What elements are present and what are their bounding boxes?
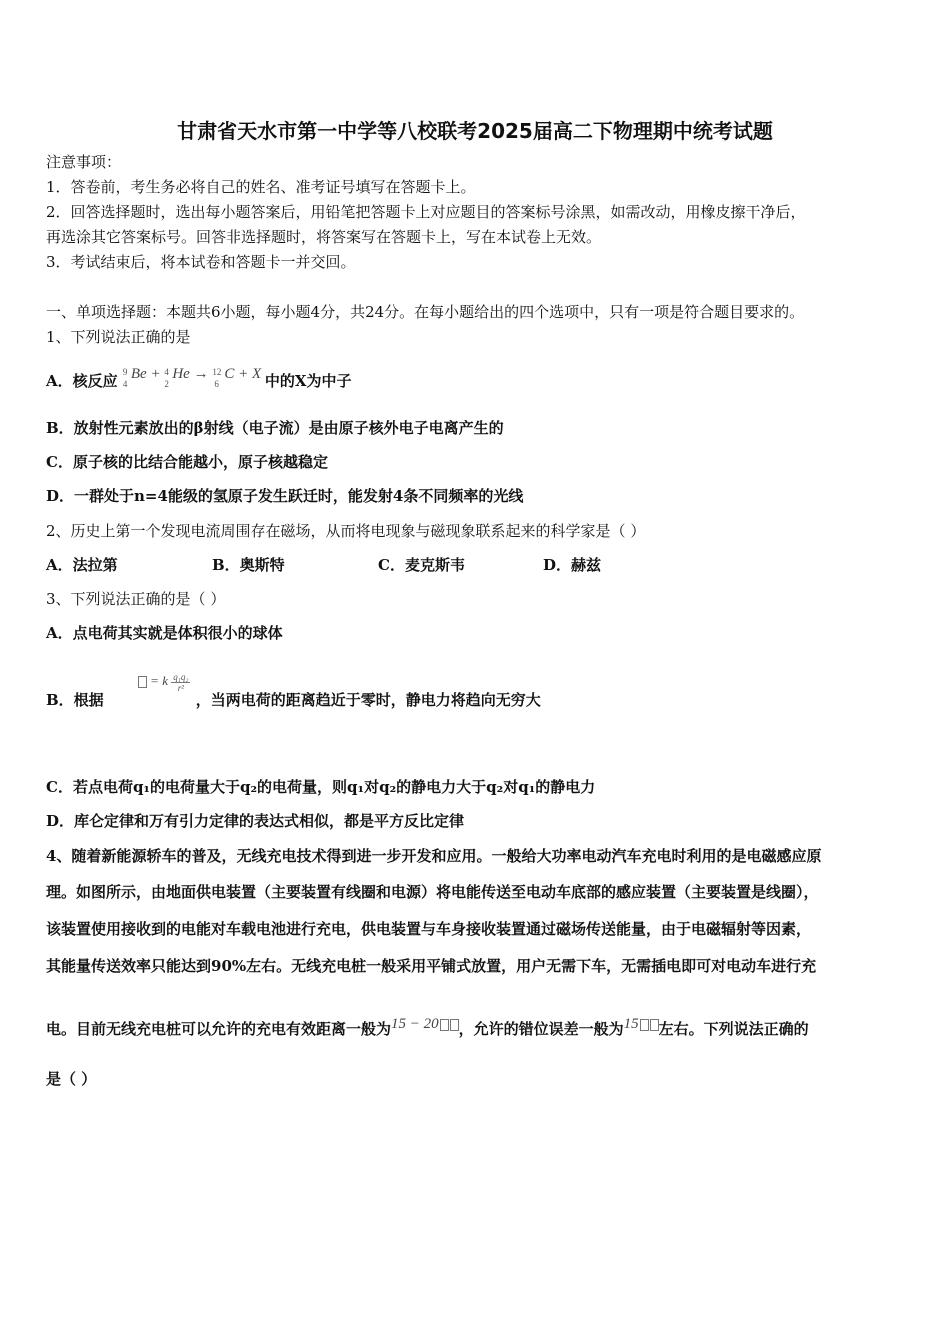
notice-item-3: 3．考试结束后，将本试卷和答题卡一并交回。: [46, 253, 356, 271]
arrow: →: [193, 366, 209, 382]
question-2-option-b: B．奥斯特: [212, 556, 285, 574]
question-3-option-c: C．若点电荷q₁的电荷量大于q₂的电荷量，则q₁对q₂的静电力大于q₂对q₁的静电力: [46, 778, 596, 796]
question-4-line-5: [46, 1016, 809, 1040]
question-2-stem: 2、历史上第一个发现电流周围存在磁场，从而将电现象与磁现象联系起来的科学家是（ ）: [46, 522, 646, 540]
formula-lhs: = k: [150, 673, 168, 688]
notice-item-2-line-1: 2．回答选择题时，选出每小题答案后，用铅笔把答题卡上对应题目的答案标号涂黑，如需改动，用橡皮擦干净后，: [46, 203, 806, 221]
he-atomic-number: 2: [164, 378, 169, 389]
unit-placeholder-2: [450, 1019, 459, 1031]
question-1-option-c: C．原子核的比结合能越小，原子核越稳定: [46, 453, 328, 471]
formula-fraction: [171, 672, 190, 693]
question-3-option-a: A．点电荷其实就是体积很小的球体: [46, 624, 283, 642]
line-5-part-a: 电。目前无线充电桩可以允许的充电有效距离一般为: [46, 1020, 392, 1038]
question-3-option-b: [46, 671, 541, 713]
question-3-option-d: D．库仑定律和万有引力定律的表达式相似，都是平方反比定律: [46, 812, 465, 830]
c-symbol: C: [224, 366, 235, 382]
unit-placeholder-4: [650, 1019, 659, 1031]
notice-heading: 注意事项：: [46, 153, 122, 171]
unit-placeholder-3: [640, 1019, 649, 1031]
question-2-option-d: D．赫兹: [543, 556, 602, 574]
question-3-stem: 3、下列说法正确的是（ ）: [46, 590, 226, 608]
question-1-stem: 1、下列说法正确的是: [46, 328, 191, 346]
question-4-line-3: 该装置使用接收到的电能对车载电池进行充电，供电装置与车身接收装置通过磁场传送能量，由于电磁辐射等因素，: [46, 920, 812, 938]
distance-range: [391, 1016, 459, 1032]
option-b-prefix: B．根据: [46, 691, 104, 709]
line-5-part-b: ，允许的错位误差一般为: [458, 1020, 624, 1038]
he-symbol: He: [172, 366, 190, 382]
notice-item-2-line-2: 再选涂其它答案标号。回答非选择题时，将答案写在答题卡上，写在本试卷上无效。: [46, 228, 602, 246]
c-atomic-number: 6: [214, 378, 219, 389]
question-4-line-1: 4、随着新能源轿车的普及，无线充电技术得到进一步开发和应用。一般给大功率电动汽车充电时利用的是电磁感应原: [46, 847, 822, 865]
be-mass-number: 9: [122, 366, 128, 377]
question-1-option-b: B．放射性元素放出的β射线（电子流）是由原子核外电子电离产生的: [46, 419, 504, 437]
distance-range-value: 15 − 20: [391, 1016, 439, 1032]
coulomb-law-formula: [137, 671, 191, 693]
be-atomic-number: 4: [122, 378, 128, 389]
question-2-option-a: A．法拉第: [46, 556, 118, 574]
plus-x: + X: [238, 366, 262, 382]
nuclear-reaction-equation: [122, 366, 265, 389]
formula-numerator: q₁q₂: [173, 671, 189, 682]
exam-title: 甘肃省天水市第一中学等八校联考2025届高二下物理期中统考试题: [177, 119, 773, 143]
offset-tolerance: [624, 1016, 659, 1032]
question-4-line-6: 是（ ）: [46, 1070, 97, 1088]
plus-sign-1: +: [150, 366, 161, 382]
question-1-option-d: D．一群处于n=4能级的氢原子发生跃迁时，能发射4条不同频率的光线: [46, 487, 524, 505]
section-heading: 一、单项选择题：本题共6小题，每小题4分，共24分。在每小题给出的四个选项中，只有一项是符合题目要求的。: [46, 303, 805, 321]
option-b-suffix: ，当两电荷的距离趋近于零时，静电力将趋向无穷大: [195, 691, 541, 709]
question-2-option-c: C．麦克斯韦: [378, 556, 465, 574]
question-4-line-2: 理。如图所示，由地面供电装置（主要装置有线圈和电源）将电能传送至电动车底部的感应装置（主要装置是线圈），: [46, 883, 819, 901]
be-symbol: Be: [130, 366, 147, 382]
question-1-option-a: [46, 366, 352, 392]
he-mass-number: 4: [164, 366, 169, 377]
notice-item-1: 1．答卷前，考生务必将自己的姓名、准考证号填写在答题卡上。: [46, 178, 476, 196]
unit-placeholder-1: [440, 1019, 449, 1031]
formula-denominator: r²: [177, 682, 184, 693]
option-a-prefix: A．核反应: [46, 372, 118, 390]
option-a-suffix: 中的X为中子: [264, 372, 352, 390]
offset-tolerance-value: 15: [623, 1016, 639, 1032]
placeholder-glyph: [138, 676, 147, 688]
question-4-line-4: 其能量传送效率只能达到90%左右。无线充电桩一般采用平铺式放置，用户无需下车，无需插电即可对电动车进行充: [46, 957, 817, 975]
line-5-part-c: 左右。下列说法正确的: [658, 1020, 809, 1038]
c-mass-number: 12: [212, 366, 222, 377]
